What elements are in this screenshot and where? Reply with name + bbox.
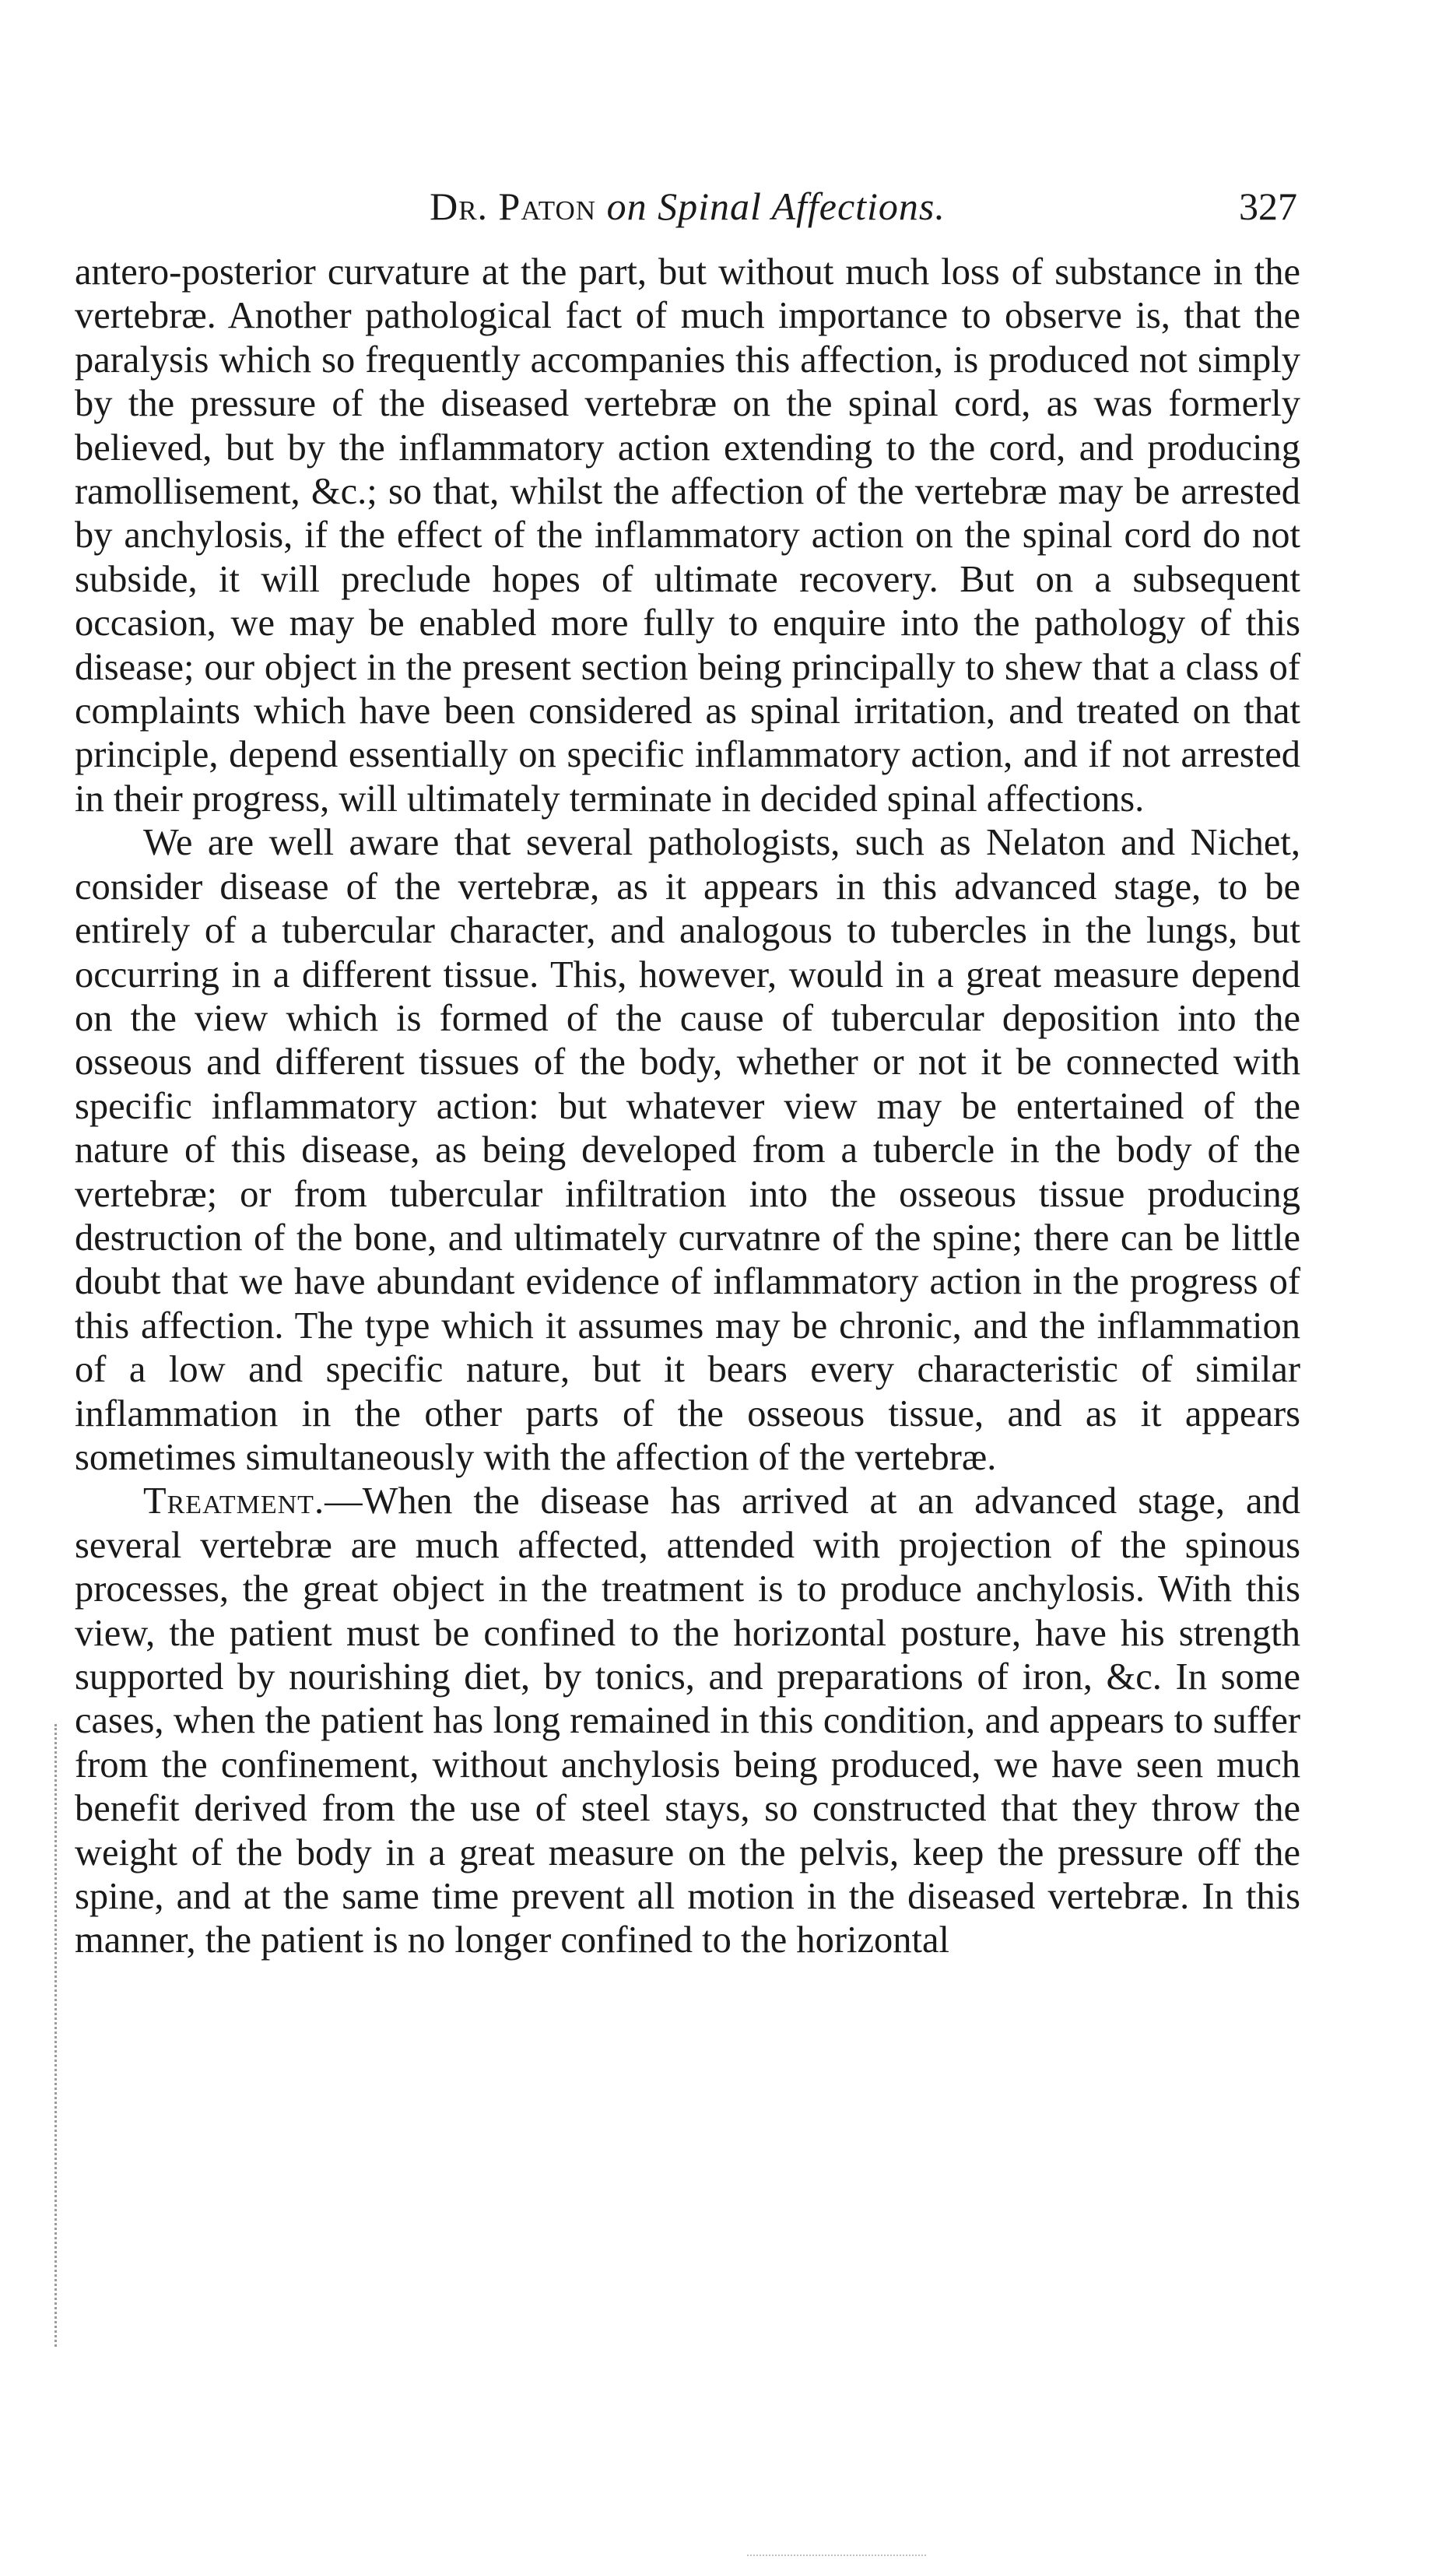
treatment-heading: Treatment. [143, 1480, 325, 1522]
paragraph-2: We are well aware that several pathologists, such as Nelaton and Nichet, consider disease of the vertebræ, as it appears in this advanced stage, to be entirely of a tubercular character, and analogous to tubercles in the lungs, but occurring in a different tissue. This, however, would in a great measure depend on the view which is formed of the cause of tubercular deposition into the osseous and different tissues of the body, whether or not it be connected with specific inflammatory action: but whatever view may be entertained of the nature of this disease, as being developed from a tubercle in the body of the vertebræ; or from tubercular infiltration into the osseous tissue producing destruction of the bone, and ultimately curvatnre of the spine; there can be little doubt that we have abundant evidence of inflammatory action in the progress of this affection. The type which it assumes may be chronic, and the inflammation of a low and specific nature, but it bears every characteristic of similar inflammation in the other parts of the osseous tissue, and as it appears sometimes simultaneously with the affection of the vertebræ. [75, 822, 1300, 1478]
page-number: 327 [1239, 184, 1297, 228]
running-head [75, 179, 1300, 234]
body-text [75, 251, 1300, 1963]
book-page [75, 179, 1300, 1963]
running-title [75, 179, 1300, 234]
paragraph-treatment [75, 1480, 1300, 1962]
margin-scan-mark [54, 1724, 57, 2347]
running-title-on: on [606, 184, 647, 228]
running-title-author: Dr. Paton [430, 184, 597, 228]
paragraph-1: antero-posterior curvature at the part, but without much loss of substance in the vertebræ. Another pathological fact of much importance to observe is, that the paralysis which so frequently accompanies this affection, is produced not simply by the pressure of the diseased vertebræ on the spinal cord, as was formerly believed, but by the inflammatory action extending to the cord, and producing ramollisement, &c.; so that, whilst the affection of the vertebræ may be arrested by anchylosis, if the effect of the inflammatory action on the spinal cord do not subside, it will preclude hopes of ultimate recovery. But on a subsequent occasion, we may be enabled more fully to enquire into the pathology of this disease; our object in the present section being principally to shew that a class of complaints which have been considered as spinal irritation, and treated on that principle, depend essentially on specific inflammatory action, and if not arrested in their progress, will ultimately terminate in decided spinal affections. [75, 251, 1300, 820]
footer-scan-rule [747, 2555, 926, 2556]
treatment-text: —When the disease has arrived at an advanced stage, and several vertebræ are much affected, attended with projection of the spinous processes, the great object in the treatment is to produce anchylosis. With this view, the patient must be confined to the horizontal posture, have his strength supported by nourishing diet, by tonics, and preparations of iron, &c. In some cases, when the patient has long remained in this condition, and appears to suffer from the confinement, without anchylosis being produced, we have seen much benefit derived from the use of steel stays, so constructed that they throw the weight of the body in a great measure on the pelvis, keep the pressure off the spine, and at the same time prevent all motion in the diseased vertebræ. In this manner, the patient is no longer confined to the horizontal [75, 1480, 1300, 1961]
running-title-subject: Spinal Affections. [658, 184, 946, 228]
